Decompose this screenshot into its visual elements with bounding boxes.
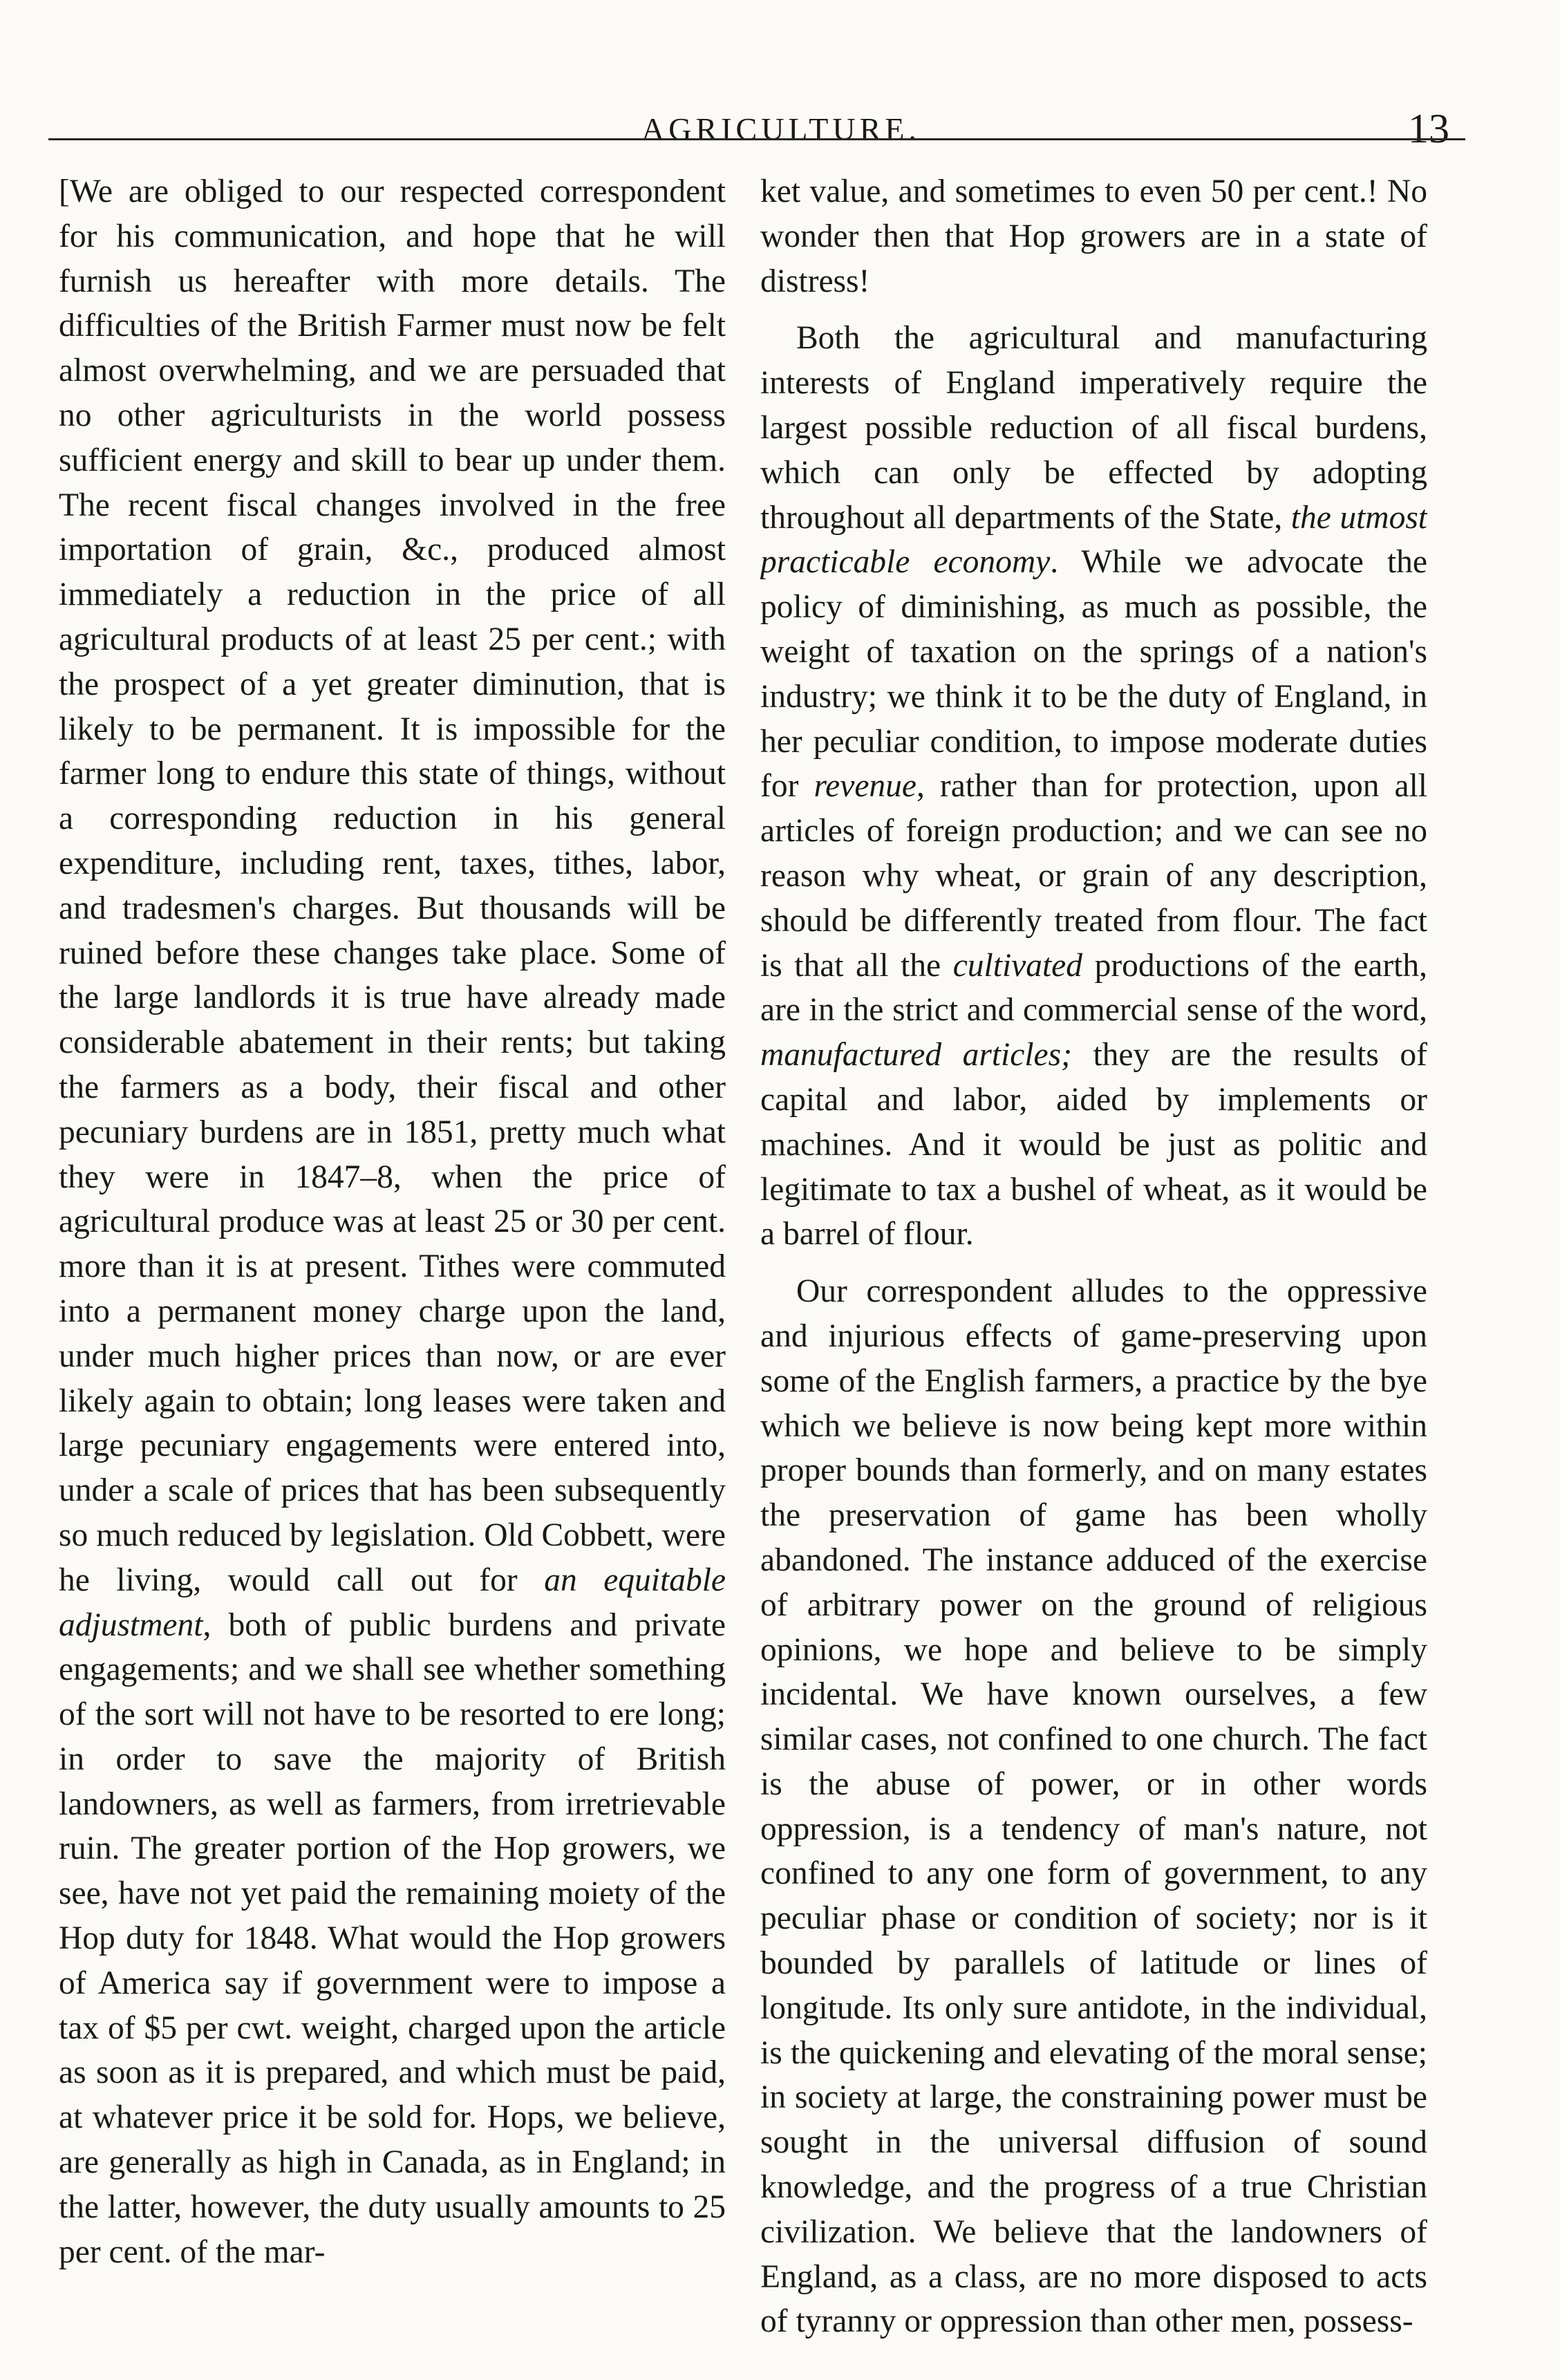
- page-header: [0, 106, 1560, 159]
- continued-paragraph: ket value, and sometimes to even 50 per cent.! No wonder then that Hop growers are in a state of distress!: [760, 174, 1427, 299]
- header-rule: [48, 138, 1465, 140]
- emphasis-revenue: revenue: [814, 768, 917, 805]
- page-number: 13: [1408, 106, 1449, 151]
- right-column: [760, 169, 1427, 2340]
- emphasis-equitable-adjustment: an equitable adjustment: [59, 1562, 726, 1643]
- editorial-paragraph-1: [We are obliged to our respected correspondent for his communication, and hope that he will furnish us hereafter with more details. The difficulties of the British Farmer must now be felt almost overwhelming, and we are persuaded that no other agriculturists in the world possess sufficient energy and skill to bear up under them. The recent fiscal changes involved in the free importation of grain, &c., produced almost immediately a reduction in the price of all agricultural products of at least 25 per cent.; with the prospect of a yet greater diminution, that is likely to be permanent. It is impossible for the farmer long to endure this state of things, without a corresponding reduction in his general expenditure, including rent, taxes, tithes, labor, and tradesmen's charges. But thousands will be ruined before these changes take place. Some of the large landlords it is true have already made considerable abatement in their rents; but taking the farmers as a body, their fiscal and other pecuniary burdens are in 1851, pretty much what they were in 1847–8, when the price of agricultural produce was at least 25 or 30 per cent. more than it is at present. Tithes were commuted into a permanent money charge upon the land, under much higher prices than now, or are ever likely again to obtain; long leases were taken and large pecuniary engagements were entered into, under a scale of prices that has been subsequently so much reduced by legislation. Old Cobbett, were he living, would call out for an equitable adjustment, both of public burdens and private engagements; and we shall see whether something of the sort will not have to be resorted to ere long; in order to save the majority of British landowners, as well as farmers, from irretrievable ruin. The greater portion of the Hop growers, we see, have not yet paid the remaining moiety of the Hop duty for 1848. What would the Hop growers of America say if government were to impose a tax of $5 per cwt. weight, charged upon the article as soon as it is prepared, and which must be paid, at whatever price it be sold for. Hops, we believe, are generally as high in Canada, as in England; in the latter, however, the duty usually amounts to 25 per cent. of the mar-: [59, 174, 726, 2270]
- running-title: AGRICULTURE.: [641, 111, 921, 147]
- emphasis-utmost-economy: the utmost practicable economy: [760, 499, 1427, 581]
- emphasis-manufactured-articles: manufactured articles;: [760, 1037, 1072, 1074]
- editorial-paragraph-3: Our correspondent alludes to the oppressive and injurious effects of game-preserving upon some of the English farmers, a practice by the bye which we believe is now being kept more within proper bounds than formerly, and on many estates the preservation of game has been wholly abandoned. The instance adduced of the exercise of arbitrary power on the ground of religious opinions, we hope and believe to be simply incidental. We have known ourselves, a few similar cases, not confined to one church. The fact is the abuse of power, or in other words oppression, is a tendency of man's nature, not confined to any one form of government, to any peculiar phase or condition of society; nor is it bounded by parallels of latitude or lines of longitude. Its only sure antidote, in the individual, is the quickening and elevating of the moral sense; in society at large, the constraining power must be sought in the universal diffusion of sound knowledge, and the progress of a true Christian civilization. We believe that the landowners of England, as a class, are no more disposed to acts of tyranny or oppression than other men, possess-: [760, 1273, 1427, 2340]
- left-column: [59, 169, 726, 2340]
- emphasis-cultivated: cultivated: [952, 947, 1083, 984]
- editorial-paragraph-2: Both the agricultural and manufacturing interests of England imperatively require the largest possible reduction of all fiscal burdens, which can only be effected by adopting throughout all departments of the State, the utmost practicable economy. While we advocate the policy of diminishing, as much as possible, the weight of taxation on the springs of a nation's industry; we think it to be the duty of England, in her peculiar condition, to impose moderate duties for revenue, rather than for protection, upon all articles of foreign production; and we can see no reason why wheat, or grain of any description, should be differently treated from flour. The fact is that all the cultivated productions of the earth, are in the strict and commercial sense of the word, manufactured articles; they are the results of capital and labor, aided by implements or machines. And it would be just as politic and legitimate to tax a bushel of wheat, as it would be a barrel of flour.: [760, 320, 1427, 1253]
